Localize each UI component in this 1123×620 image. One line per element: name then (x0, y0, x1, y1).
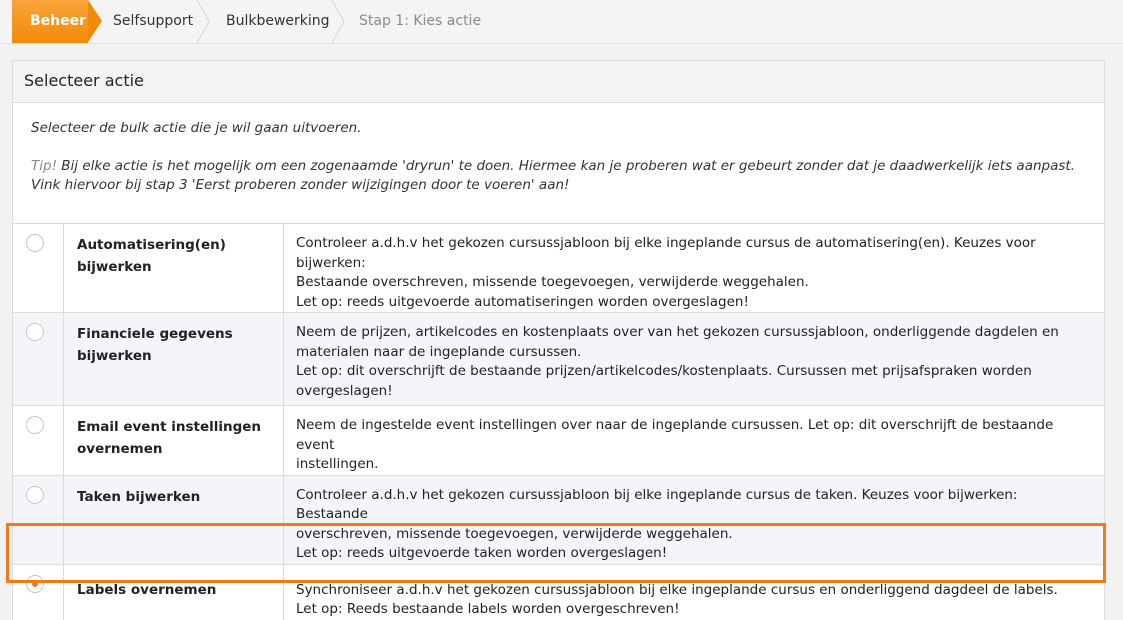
radio-email-event[interactable] (26, 416, 44, 434)
radio-labels[interactable] (26, 575, 44, 593)
breadcrumb-item-selfsupport[interactable]: Selfsupport (113, 13, 194, 29)
tip-label: Tip! (31, 158, 57, 174)
action-row-taken[interactable] (13, 475, 1104, 564)
intro-text (13, 103, 1104, 223)
radio-automatisering[interactable] (26, 234, 44, 252)
breadcrumb-item-bulkbewerking[interactable]: Bulkbewerking (226, 13, 330, 29)
breadcrumb-item-beheer[interactable]: Beheer (12, 0, 88, 43)
action-name: Email event instellingen overnemen (64, 406, 284, 476)
action-name: Financiele gegevens bijwerken (64, 313, 284, 406)
breadcrumb-item-current-step: Stap 1: Kies actie (359, 13, 482, 29)
action-row-labels[interactable] (13, 564, 1104, 620)
select-action-panel (12, 60, 1105, 620)
tip-text: Bij elke actie is het mogelijk om een zogenaamde 'dryrun' te doen. Hiermee kan je proberen wat er gebeurt zonder dat je daadwerkelijk iets aanpast. (56, 158, 1075, 174)
action-name: Taken bijwerken (64, 475, 284, 564)
action-description: Neem de prijzen, artikelcodes en kostenplaats over van het gekozen cursussjabloon, onderliggende dagdelen en materialen naar de ingeplande cursussen. Let op: dit overschrijft de bestaande prijzen/artikelcodes/kostenplaats. Cursussen met prijsafspraken worden overgeslagen! (284, 313, 1105, 406)
action-name: Labels overnemen (64, 564, 284, 620)
action-row-email-event[interactable] (13, 406, 1104, 476)
action-row-automatisering[interactable] (13, 224, 1104, 313)
breadcrumb-separator-icon (331, 0, 345, 43)
tip-line2: Vink hiervoor bij stap 3 'Eerst proberen zonder wijzigingen door te voeren' aan! (31, 177, 570, 193)
radio-taken[interactable] (26, 486, 44, 504)
intro-line: Selecteer de bulk actie die je wil gaan uitvoeren. (31, 120, 362, 136)
action-description: Synchroniseer a.d.h.v het gekozen cursussjabloon bij elke ingeplande cursus en onderliggend dagdeel de labels. Let op: Reeds bestaande labels worden overgeschreven! (284, 564, 1105, 620)
tip-paragraph (31, 157, 1086, 176)
action-name: Automatisering(en) bijwerken (64, 224, 284, 313)
breadcrumb-separator-icon (196, 0, 210, 43)
action-description: Controleer a.d.h.v het gekozen cursussjabloon bij elke ingeplande cursus de taken. Keuzes voor bijwerken: Bestaande overschreven, missende toegevoegen, verwijderde weggehalen. Let op: reeds uitgevoerde taken worden overgeslagen! (284, 475, 1105, 564)
action-row-financiele[interactable] (13, 313, 1104, 406)
action-description: Neem de ingestelde event instellingen over naar de ingeplande cursussen. Let op: dit overschrijft de bestaande event instellingen. (284, 406, 1105, 476)
action-description: Controleer a.d.h.v het gekozen cursussjabloon bij elke ingeplande cursus de automatisering(en). Keuzes voor bijwerken: Bestaande overschreven, missende toegevoegen, verwijderde weggehalen. Let op: reeds uitgevoerde automatiseringen worden overgeslagen! (284, 224, 1105, 313)
radio-financiele[interactable] (26, 323, 44, 341)
actions-table (13, 223, 1104, 620)
breadcrumb (0, 0, 1123, 44)
panel-title: Selecteer actie (13, 61, 1104, 103)
